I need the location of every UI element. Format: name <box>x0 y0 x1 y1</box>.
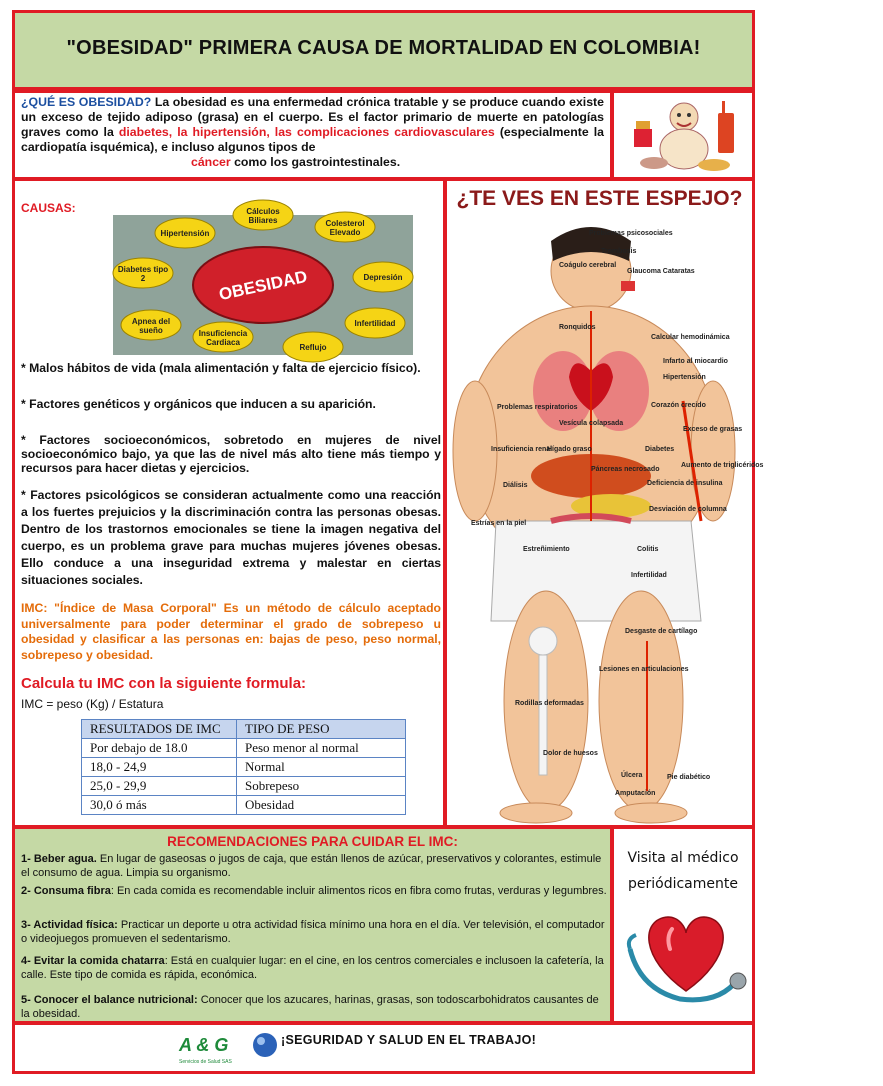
svg-text:Elevado: Elevado <box>329 228 361 237</box>
body-label: Glaucoma Cataratas <box>627 268 695 275</box>
recommendations-title: RECOMENDACIONES PARA CUIDAR EL IMC: <box>167 834 458 849</box>
body-label: Colitis <box>637 546 659 553</box>
body-label: Hipertensión <box>663 374 706 381</box>
body-label: Úlcera <box>621 772 643 779</box>
body-label: Trombosis <box>601 248 637 255</box>
table-cell: Peso menor al normal <box>237 739 406 758</box>
body-label: Problemas respiratorios <box>497 404 578 411</box>
recommendation-text: En lugar de gaseosas o jugos de caja, que están llenos de azúcar, preservativos y colorantes, estimule el consumo de agua. Limpia su organismo. <box>21 853 602 879</box>
body-label: Calcular hemodinámica <box>651 334 730 341</box>
svg-text:Biliares: Biliares <box>248 216 278 225</box>
recommendation-text: : Está en cualquier lugar: en el cine, en los centros comerciales e inclusoen la cafetería, la calle. Este tipo de comida es rápida, económica. <box>21 955 604 981</box>
intro-illustration-box <box>611 90 755 180</box>
table-cell: Por debajo de 18.0 <box>82 739 237 758</box>
svg-text:Depresión: Depresión <box>363 273 403 282</box>
svg-text:sueño: sueño <box>139 326 163 335</box>
imc-table <box>81 719 406 815</box>
cause-bubble <box>155 218 215 248</box>
recommendation-item <box>21 993 609 1021</box>
recommendation-item <box>21 918 609 946</box>
body-label: Hígado graso <box>547 446 592 453</box>
table-cell: Obesidad <box>237 796 406 815</box>
svg-text:Cálculos: Cálculos <box>246 207 280 216</box>
company-logo <box>175 1029 285 1069</box>
page-title: "OBESIDAD" PRIMERA CAUSA DE MORTALIDAD EN COLOMBIA! <box>66 37 701 59</box>
body-label: Estrías en la piel <box>471 520 527 527</box>
imc-definition: IMC: "Índice de Masa Corporal" Es un método de cálculo aceptado universalmente para poder determinar el grado de sobrepeso u obesidad y clasificar a las personas en: bajas de peso, peso normal, sobrepeso y obesidad. <box>21 601 441 662</box>
cause-bubble <box>233 200 293 230</box>
recommendation-item <box>21 852 609 880</box>
body-label: Problemas psicosociales <box>589 230 673 237</box>
body-label: Coágulo cerebral <box>559 262 617 269</box>
body-label: Insuficiencia renal <box>491 446 553 453</box>
svg-text:Infertilidad: Infertilidad <box>354 319 396 328</box>
cause-item: * Malos hábitos de vida (mala alimentación y falta de ejercicio físico). <box>21 361 421 375</box>
footer <box>12 1022 755 1074</box>
svg-text:2: 2 <box>140 274 146 283</box>
table-header-row <box>82 720 406 739</box>
svg-text:Colesterol: Colesterol <box>325 219 365 228</box>
table-row <box>82 777 406 796</box>
recommendation-text: : En cada comida es recomendable incluir alimentos ricos en fibra como frutas, verduras y legumbres. <box>110 885 607 897</box>
intro-question: ¿QUÉ ES OBESIDAD? <box>21 95 152 109</box>
imc-formula: IMC = peso (Kg) / Estatura <box>21 697 164 711</box>
recommendation-head: 3- Actividad física: <box>21 919 118 931</box>
table-row <box>82 796 406 815</box>
table-cell: Normal <box>237 758 406 777</box>
body-label: Deficiencia de insulina <box>647 480 723 487</box>
body-label: Desgaste de cartílago <box>625 628 698 635</box>
table-row <box>82 739 406 758</box>
diagram-center-label: OBESIDAD <box>217 266 309 305</box>
svg-text:Hipertensión: Hipertensión <box>160 229 210 238</box>
body-label: Dolor de huesos <box>543 750 598 757</box>
title-banner <box>12 10 755 90</box>
recommendation-item <box>21 954 609 982</box>
body-label: Páncreas necrosado <box>591 466 660 473</box>
recommendation-head: 2- Consuma fibra <box>21 885 111 897</box>
cause-item: * Factores psicológicos se consideran actualmente como una reacción a los fuertes prejuicios y la discriminación contra las personas obesas. Dentro de los trastornos emocionales se tiene la imagen negativa del cuerpo, es un problema grave para muchas mujeres jóvenes obesas. Ello conduce a una inseguridad extrema y malestar en ciertas situaciones sociales. <box>21 488 441 587</box>
body-label: Lesiones en articulaciones <box>599 666 689 673</box>
cause-bubble <box>121 310 181 340</box>
svg-text:Reflujo: Reflujo <box>299 343 327 352</box>
logo-subtitle: Servicios de Salud SAS <box>179 1059 232 1065</box>
cause-bubble <box>283 332 343 362</box>
recommendation-head: 5- Conocer el balance nutricional: <box>21 994 198 1006</box>
body-label: Diálisis <box>503 482 528 489</box>
doctor-visit-text <box>614 845 752 897</box>
body-label: Rodillas deformadas <box>515 700 584 707</box>
cause-bubble <box>353 262 413 292</box>
mirror-title: ¿TE VES EN ESTE ESPEJO? <box>456 187 743 210</box>
body-label: Vesícula colapsada <box>559 420 624 427</box>
obese-body-diagram <box>451 221 764 821</box>
intro-text-3: como los gastrointestinales. <box>230 155 401 169</box>
causes-section <box>12 178 446 828</box>
causes-title: CAUSAS: <box>21 201 76 215</box>
heart-stethoscope-icon <box>620 899 752 1009</box>
intro-cancer: cáncer <box>191 155 231 169</box>
body-label: Estreñimiento <box>523 546 570 553</box>
table-cell: Sobrepeso <box>237 777 406 796</box>
svg-text:Insuficiencia: Insuficiencia <box>198 329 248 338</box>
body-label: Corazón crecido <box>651 402 706 409</box>
recommendation-head: 4- Evitar la comida chatarra <box>21 955 165 967</box>
cause-item: * Factores socioeconómicos, sobretodo en mujeres de nivel socioeconómico bajo, ya que las de nivel más alto tiene más tiempo y recursos para hacer dietas y ejercicios. <box>21 433 441 475</box>
table-cell: 25,0 - 29,9 <box>82 777 237 796</box>
cause-item: * Factores genéticos y orgánicos que inducen a su aparición. <box>21 397 376 411</box>
cause-bubble <box>193 322 253 352</box>
mirror-section <box>444 178 764 828</box>
body-label: Diabetes <box>645 446 675 453</box>
svg-text:Apnea del: Apnea del <box>131 317 171 326</box>
table-cell: 30,0 ó más <box>82 796 237 815</box>
body-label: Exceso de grasas <box>683 426 743 433</box>
body-label: Pie diabético <box>667 774 711 781</box>
imc-calc-title: Calcula tu IMC con la siguiente formula: <box>21 675 307 692</box>
table-header: TIPO DE PESO <box>237 720 406 739</box>
table-row <box>82 758 406 777</box>
intro-text-2: (especialmente la cardiopatía isquémica), e incluso algunos tipos de <box>21 125 604 154</box>
recommendation-item <box>21 884 609 898</box>
svg-text:Cardiaca: Cardiaca <box>206 338 240 347</box>
body-label: Amputación <box>615 790 656 797</box>
body-label: Infertilidad <box>631 572 667 579</box>
body-label: Ronquidos <box>559 324 596 331</box>
doctor-line-1: Visita al médico <box>627 850 739 866</box>
svg-text:Diabetes tipo: Diabetes tipo <box>117 265 169 274</box>
recommendations-section <box>12 826 613 1024</box>
intro-text-1: La obesidad es una enfermedad crónica tratable y se produce cuando existe un exceso de tejido adiposo (grasa) en el cuerpo. Es el factor primario de muerte en patologías graves como la <box>21 95 604 139</box>
body-label: Desviación de columna <box>649 506 727 513</box>
fast-food-illustration <box>614 93 752 177</box>
recommendation-text: Conocer que los azucares, harinas, grasas, son todoscarbohidratos causantes de la obesidad. <box>21 994 599 1020</box>
intro-section <box>12 90 613 180</box>
doctor-visit-box <box>611 826 755 1024</box>
intro-diseases: diabetes, la hipertensión, las complicaciones cardiovasculares <box>118 125 495 139</box>
doctor-line-2: periódicamente <box>628 876 738 892</box>
table-header: RESULTADOS DE IMC <box>82 720 237 739</box>
table-cell: 18,0 - 24,9 <box>82 758 237 777</box>
body-label: Infarto al miocardio <box>663 358 728 365</box>
cause-bubble <box>345 308 405 338</box>
cause-bubble <box>113 258 173 288</box>
obesity-causes-diagram <box>113 185 413 355</box>
logo-text: A & G <box>179 1035 229 1055</box>
recommendation-head: 1- Beber agua. <box>21 853 97 865</box>
recommendation-text: Practicar un deporte u otra actividad física mínimo una hora en el día. Ver televisión, el computador o videojuegos promueven el sedentarismo. <box>21 919 605 945</box>
footer-slogan: ¡SEGURIDAD Y SALUD EN EL TRABAJO! <box>281 1033 537 1047</box>
cause-bubble <box>315 212 375 242</box>
body-label: Aumento de triglicéridos <box>681 462 764 469</box>
